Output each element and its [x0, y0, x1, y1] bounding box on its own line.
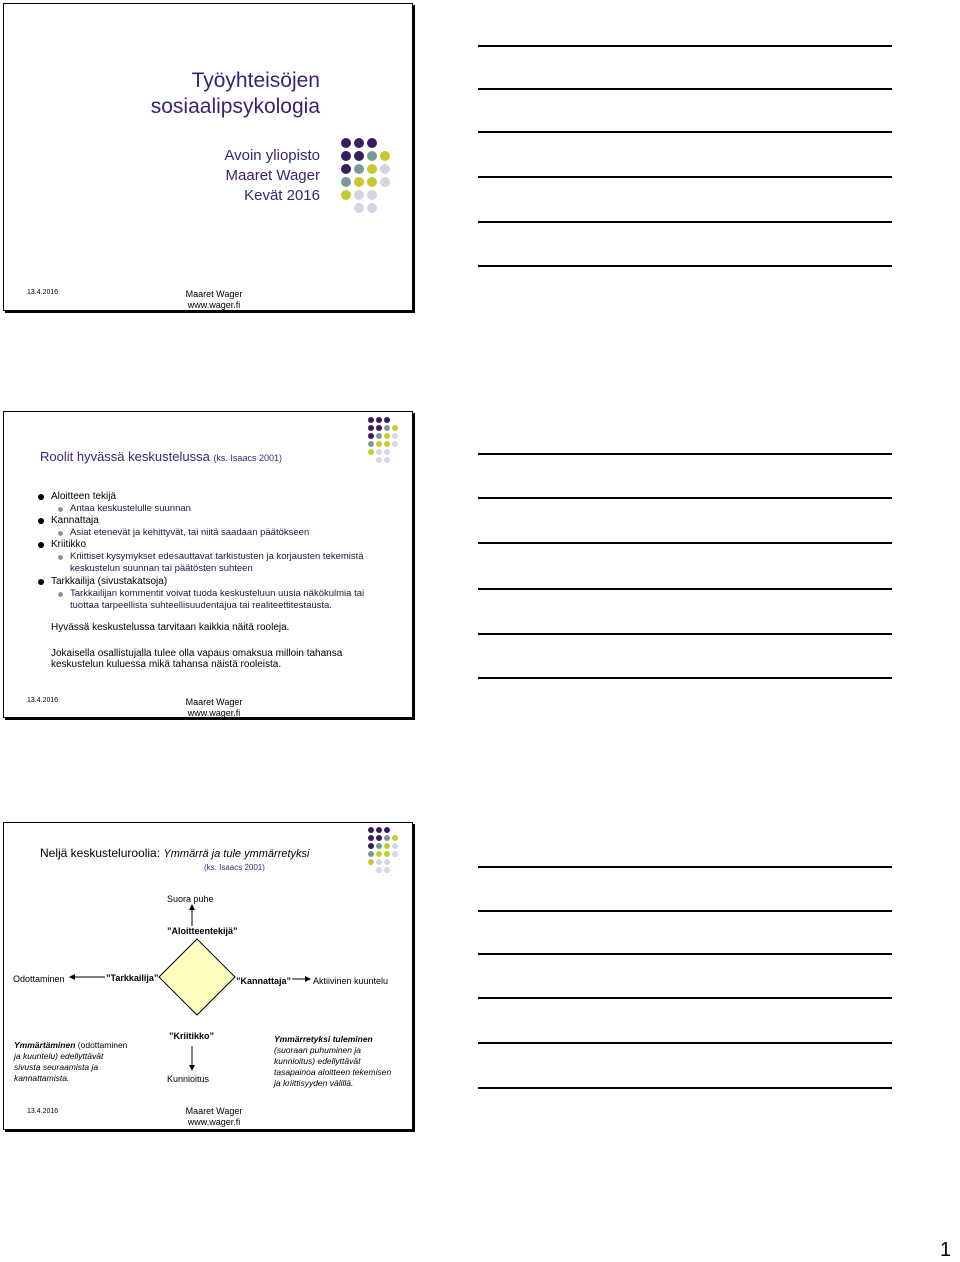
decorative-dot — [354, 177, 364, 187]
decorative-dot — [376, 425, 382, 431]
slide-3 — [3, 822, 413, 1130]
label-kriitikko: ”Kriitikko” — [169, 1031, 215, 1041]
footer-url: www.wager.fi — [187, 1117, 241, 1127]
bullet-item — [51, 491, 116, 503]
note-line-2: keskustelun kuluessa mikä tahansa näistä rooleista. — [51, 659, 282, 670]
decorative-dot — [341, 177, 351, 187]
decorative-dot — [392, 425, 398, 431]
decorative-dot — [392, 441, 398, 447]
ymmarretyksi-line-2: (suoraan puhuminen ja — [274, 1045, 361, 1055]
subtitle-line-2: Maaret Wager — [225, 167, 320, 184]
bullet-label: Kriitikko — [51, 539, 87, 550]
ymmartaminen-bold: Ymmärtäminen — [14, 1040, 76, 1050]
sub-bullet-text-cont: tuottaa tarpeellista suhteellisuudentajua tai realiteettitestausta. — [70, 600, 332, 611]
label-aloitteentekija: ”Aloitteentekijä” — [167, 926, 238, 936]
bullet-label: Aloitteen tekijä — [51, 491, 117, 502]
decorative-dot — [376, 417, 382, 423]
slide-footer-author — [184, 1106, 244, 1128]
decorative-dot — [354, 151, 364, 161]
decorative-dot — [376, 433, 382, 439]
bullet-item — [51, 576, 167, 588]
decorative-dot — [341, 138, 351, 148]
bullet-icon — [38, 542, 44, 548]
sub-bullet-item — [70, 551, 364, 575]
ymmarretyksi-line-5: ja kriittisyyden välillä. — [274, 1078, 354, 1088]
decorative-dot — [384, 457, 390, 463]
title-line-1: Työyhteisöjen — [191, 69, 320, 92]
sub-bullet-icon — [58, 507, 63, 512]
decorative-dot — [384, 441, 390, 447]
note-line — [478, 131, 892, 133]
ymmartaminen-line-2: ja kuuntelu) edellyttävät — [14, 1051, 104, 1061]
note-line — [478, 221, 892, 223]
ymmarretyksi-line-4: tasapainoa aloitteen tekemisen — [274, 1067, 392, 1077]
title-line-2: sosiaalipsykologia — [150, 95, 320, 118]
ymmarretyksi-line-3: kunnioitus) edellyttävät — [274, 1056, 361, 1066]
title-text: Roolit hyvässä keskustelussa — [40, 449, 210, 464]
decorative-dot — [376, 457, 382, 463]
note-line — [478, 88, 892, 90]
note-line — [478, 588, 892, 590]
note-line — [478, 176, 892, 178]
decorative-dot — [367, 177, 377, 187]
title-reference: (ks. Isaacs 2001) — [204, 863, 265, 872]
decorative-dot — [380, 151, 390, 161]
decorative-dot — [380, 164, 390, 174]
decorative-dot — [341, 190, 351, 200]
sub-bullet-text: Antaa keskustelulle suunnan — [70, 503, 191, 514]
sub-bullet-text-cont: keskustelun suunnan tai päätösten suhteen — [70, 563, 253, 574]
decorative-dot — [367, 164, 377, 174]
decorative-dot — [354, 190, 364, 200]
note-line — [478, 497, 892, 499]
ymmartaminen-line-4: kannattamista. — [14, 1073, 70, 1083]
bullet-icon — [38, 579, 44, 585]
title-reference: (ks. Isaacs 2001) — [213, 453, 282, 463]
footer-author: Maaret Wager — [185, 697, 243, 707]
decorative-dot — [354, 138, 364, 148]
subtitle-line-3: Kevät 2016 — [244, 187, 320, 204]
note-line — [478, 910, 892, 912]
decorative-dot — [384, 425, 390, 431]
slide-date: 13.4.2016 — [27, 289, 59, 296]
title-text: Neljä keskusteluroolia: — [40, 846, 161, 860]
slide-1-subtitle — [224, 146, 320, 206]
page-number: 1 — [940, 1239, 952, 1261]
sub-bullet-text: Tarkkailijan kommentit voivat tuoda keskusteluun uusia näkökulmia tai — [70, 588, 365, 599]
decorative-dot — [367, 190, 377, 200]
slide-1-title — [151, 68, 320, 120]
decorative-dot — [367, 203, 377, 213]
sub-bullet-text: Kriittiset kysymykset edesauttavat tarkistusten ja korjausten tekemistä — [70, 551, 364, 562]
decorative-dot — [368, 425, 374, 431]
ymmartaminen-rest: (odottaminen — [75, 1040, 128, 1050]
decorative-dot — [354, 164, 364, 174]
ymmarretyksi-bold: Ymmärretyksi tuleminen — [274, 1034, 373, 1044]
decorative-dot — [376, 441, 382, 447]
bullet-item — [51, 539, 86, 551]
bullet-icon — [38, 494, 44, 500]
label-aktiivinen-kuuntelu: Aktiivinen kuuntelu — [313, 976, 389, 986]
decorative-dot — [367, 151, 377, 161]
note-line-1: Jokaisella osallistujalla tulee olla vapaus omaksua milloin tahansa — [51, 648, 343, 659]
note-line — [478, 265, 892, 267]
note-line — [478, 633, 892, 635]
label-suora-puhe: Suora puhe — [167, 894, 214, 904]
decorative-dot — [392, 433, 398, 439]
text-ymmarretyksi — [274, 1034, 409, 1089]
arrow-right-head — [305, 976, 311, 982]
decorative-dot — [380, 177, 390, 187]
slide-2 — [3, 411, 413, 718]
decorative-dot — [354, 203, 364, 213]
sub-bullet-icon — [58, 555, 63, 560]
note-text: Hyvässä keskustelussa tarvitaan kaikkia näitä rooleja. — [51, 622, 290, 633]
label-tarkkailija: ”Tarkkailija” — [106, 973, 159, 983]
slide-date: 13.4.2016 — [27, 697, 59, 704]
decorative-dot — [368, 433, 374, 439]
footer-author: Maaret Wager — [185, 289, 243, 299]
decorative-dot — [376, 449, 382, 455]
decorative-dot — [384, 417, 390, 423]
note-line — [478, 997, 892, 999]
slide-1 — [3, 3, 413, 311]
note-line — [478, 953, 892, 955]
decorative-dot — [368, 441, 374, 447]
ymmartaminen-line-3: sivusta seuraamista ja — [14, 1062, 99, 1072]
decorative-dot — [384, 449, 390, 455]
decorative-dot — [368, 417, 374, 423]
note-line — [478, 677, 892, 679]
subtitle-line-1: Avoin yliopisto — [224, 147, 320, 164]
note-line — [478, 1087, 892, 1089]
sub-bullet-item — [70, 588, 364, 612]
sub-bullet-icon — [58, 592, 63, 597]
bullet-icon — [38, 518, 44, 524]
slide-date: 13.4.2016 — [27, 1108, 59, 1115]
footer-url: www.wager.fi — [187, 300, 241, 310]
arrow-down-head — [189, 1065, 195, 1071]
slide-2-title — [40, 449, 282, 464]
sub-bullet-icon — [58, 531, 63, 536]
note-line — [478, 866, 892, 868]
title-italic: Ymmärrä ja tule ymmärretyksi — [163, 848, 310, 860]
arrow-left-head — [69, 974, 75, 980]
note-line — [478, 1042, 892, 1044]
role-diamond — [159, 939, 235, 1015]
decorative-dot — [341, 151, 351, 161]
footer-url: www.wager.fi — [187, 708, 241, 718]
note-line — [478, 453, 892, 455]
label-odottaminen: Odottaminen — [13, 974, 65, 984]
text-ymmartaminen — [14, 1040, 144, 1084]
decorative-dot — [367, 138, 377, 148]
bullet-label: Kannattaja — [51, 515, 99, 526]
sub-bullet-text: Asiat etenevät ja kehittyvät, tai niitä saadaan päätökseen — [70, 527, 310, 538]
note-text-2 — [51, 648, 342, 670]
arrow-up-head — [189, 904, 195, 910]
label-kannattaja: ”Kannattaja” — [236, 976, 292, 986]
sub-bullet-item — [70, 503, 191, 515]
slide-footer-author — [184, 697, 244, 719]
footer-author: Maaret Wager — [185, 1106, 243, 1116]
sub-bullet-item — [70, 527, 309, 539]
slide-footer-author — [184, 289, 244, 311]
note-line — [478, 45, 892, 47]
bullet-item — [51, 515, 99, 527]
decorative-dot — [341, 164, 351, 174]
label-kunnioitus: Kunnioitus — [167, 1074, 210, 1084]
decorative-dot — [384, 433, 390, 439]
note-line — [478, 542, 892, 544]
bullet-label: Tarkkailija (sivustakatsoja) — [51, 576, 168, 587]
decorative-dot — [368, 449, 374, 455]
